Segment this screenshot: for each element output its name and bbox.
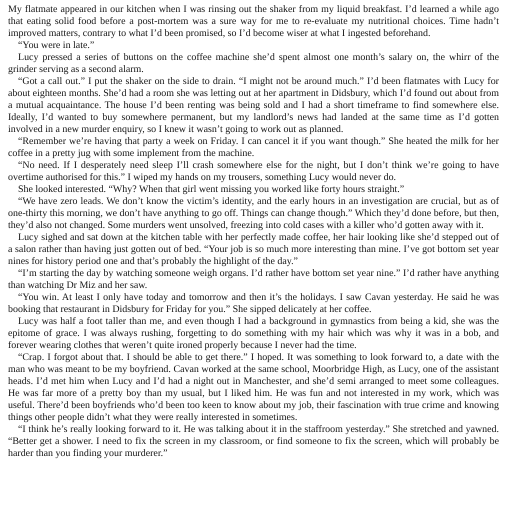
paragraph: Lucy sighed and sat down at the kitchen table with her perfectly made coffee, her hair looking like she’d stepped out of a salon rather than having just gotten out of bed. “Your job is so much more interesting than mine. I’ve got bottom set year nines for history period one and that’s probably the highlight of the day.” bbox=[8, 232, 499, 267]
paragraph: “Crap. I forgot about that. I should be able to get there.” I hoped. It was something to look forward to, a date with the man who was meant to be my boyfriend. Cavan worked at the same school, Moorbridge High, as Lucy, one of the assistant heads. I’d met him when Lucy and I’d had a night out in Manchester, and she’d semi arranged to meet some colleagues. He was far more of a pretty boy than my usual, but I liked him. He was fun and not interested in my work, which was useful. There’d been boyfriends who’d been too keen to know about my job, their fascination with true crime and knowing things other people didn’t what they were really interested in sometimes. bbox=[8, 352, 499, 423]
paragraph: My flatmate appeared in our kitchen when I was rinsing out the shaker from my liquid breakfast. I’d learned a while ago that eating solid food before a post-mortem was a sure way for me to re-evaluate my nutritional choices. Time hadn’t improved matters, contrary to what I’d been promised, so I’d become wiser at what I ingested beforehand. bbox=[8, 4, 499, 39]
paragraph: “Got a call out.” I put the shaker on the side to drain. “I might not be around much.” I’d been flatmates with Lucy for about eighteen months. She’d had a room she was letting out at her apartment in Didsbury, which I’d found out about from a mutual acquaintance. The house I’d been renting was being sold and I had a short timeframe to find somewhere else. Ideally, I’d wanted to buy somewhere permanent, but my landlord’s news had landed at the same time as I’d gotten involved in a new murder enquiry, so I knew it wasn’t going to work out as planned. bbox=[8, 76, 499, 135]
paragraph: “Remember we’re having that party a week on Friday. I can cancel it if you want though.” She heated the milk for her coffee in a pretty jug with some implement from the machine. bbox=[8, 136, 499, 159]
paragraph: “You win. At least I only have today and tomorrow and then it’s the holidays. I saw Cavan yesterday. He said he was booking that restaurant in Didsbury for Friday for you.” She sipped delicately at her coffee. bbox=[8, 292, 499, 315]
paragraph: “We have zero leads. We don’t know the victim’s identity, and the early hours in an investigation are crucial, but as of one-thirty this morning, we don’t have anything to go off. Things can change though.” Which they’d done before, but then, they’d also not changed. Some murders went unsolved, freezing into cold cases with a killer who’d gotten away with it. bbox=[8, 196, 499, 231]
paragraph: She looked interested. “Why? When that girl went missing you worked like forty hours straight.” bbox=[18, 184, 405, 195]
paragraph: Lucy was half a foot taller than me, and even though I had a background in gymnastics from being a kid, she was the epitome of grace. I was always rushing, forgetting to do something with my hair which was why it was in a bob, and forever wearing clothes that weren’t quite ironed properly because I never had the time. bbox=[8, 316, 499, 351]
paragraph: “You were in late.” bbox=[18, 40, 95, 51]
paragraph: “I think he’s really looking forward to it. He was talking about it in the staffroom yesterday.” She stretched and yawned. “Better get a shower. I need to fix the screen in my classroom, or find someone to fix the screen, which will probably be harder than you finding your murderer.” bbox=[8, 424, 499, 459]
paragraph: Lucy pressed a series of buttons on the coffee machine she’d spent almost one month’s salary on, the whirr of the grinder serving as a second alarm. bbox=[8, 52, 499, 75]
paragraph: “No need. If I desperately need sleep I’ll crash somewhere else for the night, but I don’t think we’re going to have overtime authorised for this.” I wiped my hands on my trousers, something Lucy would never do. bbox=[8, 160, 499, 183]
paragraph: “I’m starting the day by watching someone weigh organs. I’d rather have bottom set year nine.” I’d rather have anything than watching Dr Miz and her saw. bbox=[8, 268, 499, 291]
